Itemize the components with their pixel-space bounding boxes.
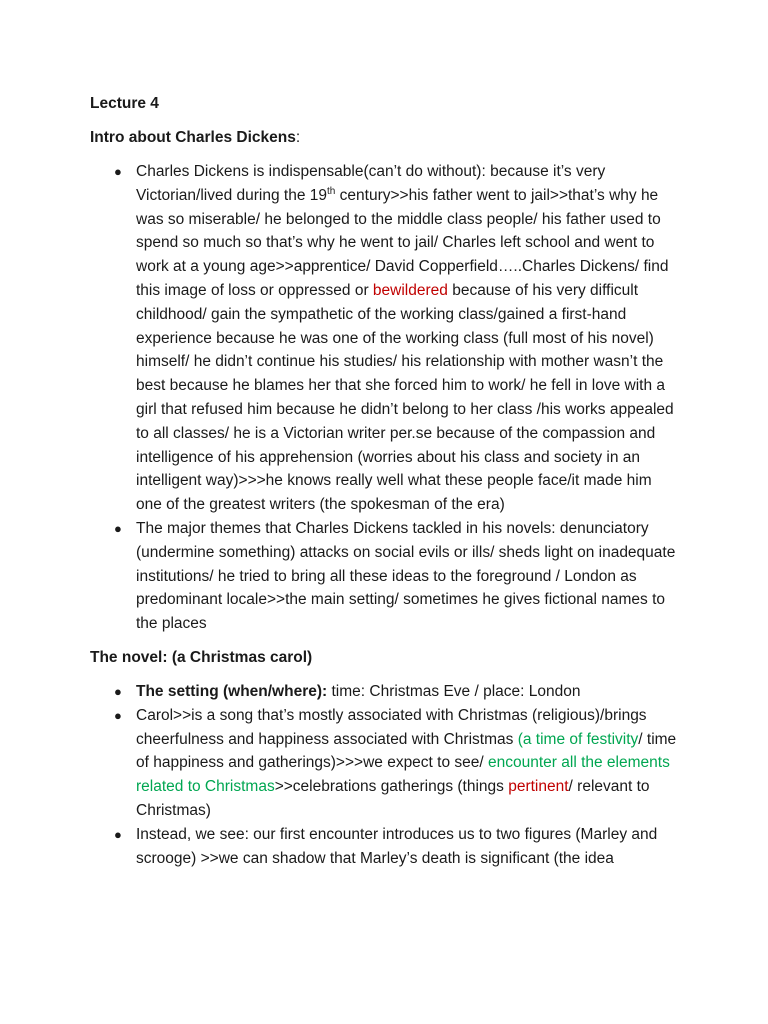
- setting-label: The setting (when/where):: [136, 682, 328, 700]
- novel-bullet-2: [90, 704, 678, 823]
- intro-bullet-2: [90, 517, 678, 636]
- bullet-icon: ●: [114, 707, 122, 723]
- bullet-icon: ●: [114, 164, 122, 179]
- novel-bullet-1: [90, 680, 678, 704]
- intro-bullet-2-text: The major themes that Charles Dickens tackled in his novels: denunciatory (undermine something) attacks on social evils or ills/ sheds light on inadequate institutions/ he tried to bring all these ideas to the foreground / London as predominant locale>>the main setting/ sometimes he gives fictional names to the places: [136, 519, 676, 633]
- novel-bullet-3-text: Instead, we see: our first encounter introduces us to two figures (Marley and scrooge) >>we can shadow that Marley’s death is significant (the idea: [136, 825, 658, 867]
- highlight-pertinent: pertinent: [508, 778, 569, 796]
- novel-bullet-2-part-1: Carol>>is a song that’s mostly associated with Christmas (religious)/brings cheerfulness and happiness associated with Christmas: [136, 706, 647, 748]
- intro-heading: [90, 126, 678, 150]
- novel-bullet-3: [90, 823, 678, 871]
- intro-heading-text: Intro about Charles Dickens: [90, 129, 296, 146]
- highlight-encounter: encounter all the elements related to Christmas: [136, 754, 670, 796]
- bullet-icon: ●: [114, 826, 122, 842]
- intro-bullet-1-part-3: because of his very difficult childhood/ gain the sympathetic of the working class/gained a first-hand experience because he was one of the working class (full most of his novel) himself/ he didn’t continue his studies/ his relationship with mother wasn’t the best because he blames her that she forced him to work/ he fell in love with a girl that refused him because he didn’t belong to her class /his works appealed to all classes/ he is a Victorian writer per.se because of the compassion and intelligence of his apprehension (worries about his class and society in an intelligent way)>>>he knows really well what these people face/it made him one of the greatest writers (the spokesman of the era): [136, 281, 674, 514]
- intro-bullet-list: [90, 160, 678, 636]
- ordinal-superscript: th: [327, 185, 336, 197]
- highlight-bewildered: bewildered: [372, 281, 448, 299]
- intro-bullet-1: [90, 160, 678, 517]
- setting-text: time: Christmas Eve / place: London: [327, 682, 581, 700]
- lecture-title: Lecture 4: [90, 95, 159, 112]
- intro-heading-colon: :: [295, 129, 301, 146]
- bullet-icon: ●: [114, 520, 122, 536]
- novel-bullet-2-part-3: >>celebrations gatherings (things: [274, 778, 509, 796]
- novel-bullet-list: [90, 680, 678, 870]
- bullet-icon: ●: [114, 683, 122, 699]
- novel-bullet-2-part-4: / relevant to Christmas): [136, 778, 650, 819]
- intro-bullet-1-part-2: century>>his father went to jail>>that’s why he was so miserable/ he belonged to the middle class people/ his father used to spend so much so that’s why he went to jail/ Charles left school and went to work at a young age>>apprentice/ David Copperfield…..Charles Dickens/ find this image of loss or oppressed or: [136, 186, 669, 299]
- novel-bullet-2-part-2: / time of happiness and gatherings)>>>we expect to see/: [136, 730, 677, 772]
- highlight-festivity: (a time of festivity: [517, 730, 639, 748]
- intro-bullet-1-part-1: Charles Dickens is indispensable(can’t do without): because it’s very Victorian/lived during the 19: [136, 163, 606, 204]
- novel-heading: The novel: (a Christmas carol): [90, 648, 313, 666]
